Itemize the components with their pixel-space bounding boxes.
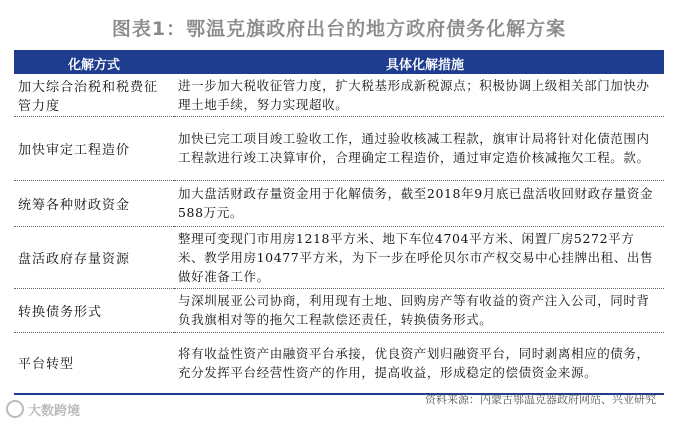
table-row bbox=[14, 288, 664, 332]
row-method: 加大综合治税和税费征管力度 bbox=[14, 74, 174, 116]
table-row bbox=[14, 74, 664, 116]
row-measure: 与深圳展亚公司协商，利用现有土地、回购房产等有收益的资产注入公司，同时背负我旗相对等的拖欠工程款偿还责任，转换债务形式。 bbox=[174, 288, 664, 332]
table-row bbox=[14, 226, 664, 288]
table-header-row bbox=[14, 52, 664, 74]
row-measure: 整理可变现门市用房1218平方米、地下车位4704平方米、闲置厂房5272平方米、教学用房10477平方米，为下一步在呼伦贝尔市产权交易中心挂牌出租、出售做好准备工作。 bbox=[174, 226, 664, 288]
source-note: 资料来源：内蒙古鄂温克器政府网站、兴业研究 bbox=[425, 393, 656, 406]
watermark-text: 大数跨境 bbox=[28, 404, 81, 419]
row-measure: 加快已完工项目竣工验收工作，通过验收核减工程款，旗审计局将针对化债范围内工程款进行竣工决算审价，合理确定工程造价，通过审定造价核减拖欠工程。款。 bbox=[174, 116, 664, 180]
page-title: 图表1：鄂温克旗政府出台的地方政府债务化解方案 bbox=[111, 18, 567, 40]
header-method: 化解方式 bbox=[14, 52, 174, 74]
row-method: 转换债务形式 bbox=[14, 288, 174, 332]
row-method: 统筹各种财政资金 bbox=[14, 180, 174, 226]
table-row bbox=[14, 180, 664, 226]
watermark-logo-icon bbox=[6, 400, 24, 418]
row-measure: 将有收益性资产由融资平台承接，优良资产划归融资平台，同时剥离相应的债务，充分发挥平台经营性资产的作用，提高收益，形成稳定的偿债资金来源。 bbox=[174, 332, 664, 394]
watermark bbox=[6, 400, 80, 419]
row-measure: 进一步加大税收征管力度，扩大税基形成新税源点；积极协调上级相关部门加快办理土地手续，努力实现超收。 bbox=[174, 74, 664, 116]
table-row bbox=[14, 116, 664, 180]
row-method: 平台转型 bbox=[14, 332, 174, 394]
row-method: 加快审定工程造价 bbox=[14, 116, 174, 180]
table-row bbox=[14, 332, 664, 394]
row-method: 盘活政府存量资源 bbox=[14, 226, 174, 288]
header-measure: 具体化解措施 bbox=[174, 52, 664, 74]
debt-resolution-table bbox=[14, 52, 664, 395]
row-measure: 加大盘活财政存量资金用于化解债务，截至2018年9月底已盘活收回财政存量资金588万元。 bbox=[174, 180, 664, 226]
